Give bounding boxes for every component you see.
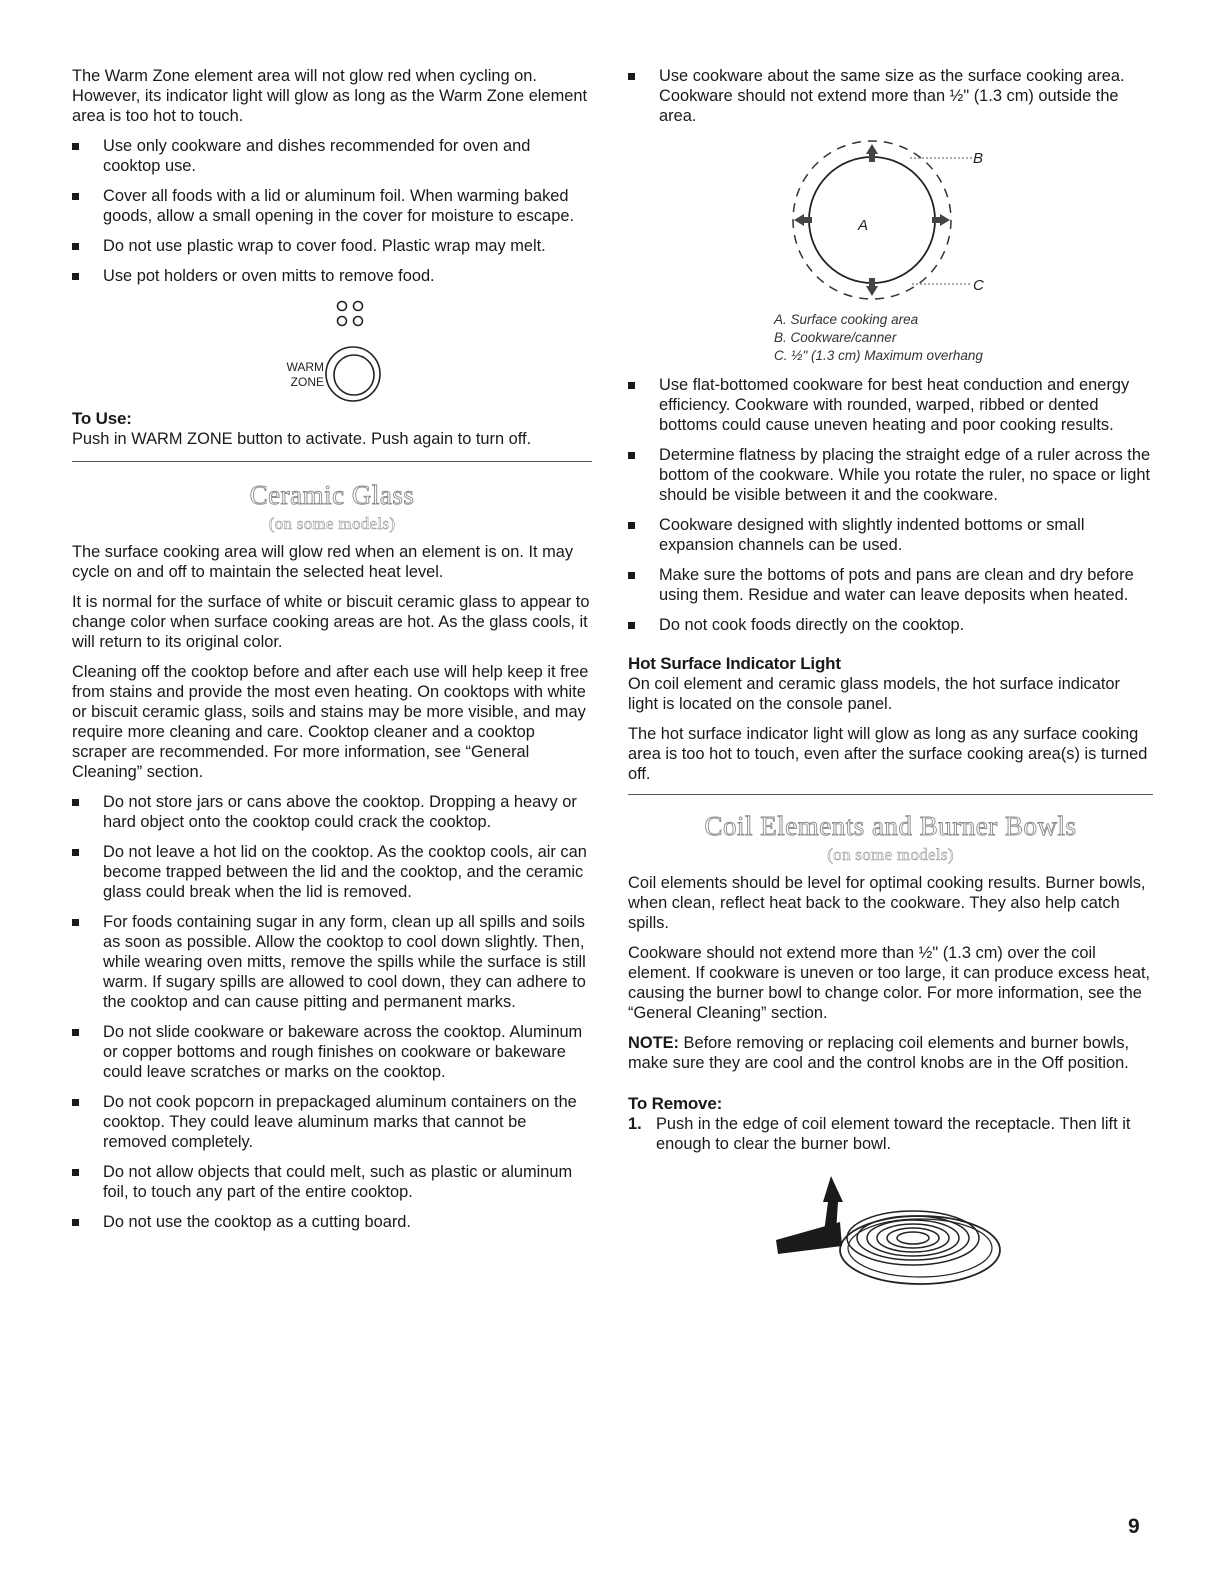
- coil-paragraph: Coil elements should be level for optimal cooking results. Burner bowls, when clean, reflect heat back to the cookware. They also help catch spills.: [628, 874, 1146, 932]
- burner-layout-icon: [338, 302, 363, 326]
- to-use-heading: To Use:: [72, 409, 132, 428]
- note-label: NOTE:: [628, 1034, 679, 1052]
- ceramic-paragraph: It is normal for the surface of white or biscuit ceramic glass to appear to change color when surface cooking areas are hot. As the glass cools, it will return to its original color.: [72, 593, 590, 651]
- warm-zone-button-icon[interactable]: [326, 347, 380, 401]
- diagram-label-b: B: [973, 150, 984, 167]
- warm-zone-intro: The Warm Zone element area will not glow red when cycling on. However, its indicator light will glow as long as the Warm Zone element area is too hot to touch.: [72, 67, 588, 125]
- hot-surface-paragraph: The hot surface indicator light will glow as long as any surface cooking area is too hot to touch, even after the surface cooking area(s) is turned off.: [628, 725, 1148, 783]
- list-item: Make sure the bottoms of pots and pans are clean and dry before using them. Residue and water can leave deposits when heated.: [628, 565, 1153, 605]
- coil-elements-title: Coil Elements and Burner Bowls: [704, 811, 1077, 841]
- warm-zone-label-1: WARM: [286, 360, 324, 374]
- ceramic-paragraph: Cleaning off the cooktop before and after each use will help keep it free from stains and provide the most even heating. On cooktops with white or biscuit ceramic glass, soils and stains may be more visible, and may require more cleaning and care. Cooktop cleaner and a cooktop scraper are recommended. For more information, see “General Cleaning” section.: [72, 663, 589, 781]
- list-item: Use only cookware and dishes recommended for oven and cooktop use.: [72, 136, 592, 176]
- caption-b: B. Cookware/canner: [774, 330, 897, 345]
- right-column: [628, 66, 1153, 1292]
- cookware-bullet-list: [628, 375, 1153, 635]
- ceramic-paragraph: The surface cooking area will glow red when an element is on. It may cycle on and off to maintain the selected heat level.: [72, 543, 574, 581]
- warm-zone-bullet-list: [72, 136, 592, 286]
- diagram-label-c: C: [973, 277, 984, 294]
- diagram-caption: [628, 311, 1153, 365]
- coil-note: [628, 1033, 1153, 1073]
- list-item: [628, 1114, 1153, 1154]
- list-item: Use cookware about the same size as the surface cooking area. Cookware should not extend more than ½" (1.3 cm) outside the area.: [628, 66, 1153, 126]
- list-item: Do not use plastic wrap to cover food. Plastic wrap may melt.: [72, 236, 592, 256]
- list-item: Do not store jars or cans above the cooktop. Dropping a heavy or hard object onto the cooktop could crack the cooktop.: [72, 792, 592, 832]
- cookware-outline: [793, 141, 951, 299]
- surface-cooking-area-circle: [809, 157, 935, 283]
- warm-zone-control-illustration: [72, 296, 592, 406]
- step-number: 1.: [628, 1115, 642, 1133]
- list-item: Do not cook popcorn in prepackaged aluminum containers on the cooktop. They could leave aluminum marks that cannot be removed completely.: [72, 1092, 592, 1152]
- list-item: Do not cook foods directly on the cooktop.: [628, 615, 1153, 635]
- hot-surface-heading: Hot Surface Indicator Light: [628, 654, 841, 673]
- coil-paragraph: Cookware should not extend more than ½" (1.3 cm) over the coil element. If cookware is uneven or too large, it can produce excess heat, causing the burner bowl to change color. For more information, see the “General Cleaning” section.: [628, 944, 1151, 1022]
- list-item: For foods containing sugar in any form, clean up all spills and soils as soon as possible. Allow the cooktop to cool down slightly. Then, while wearing oven mitts, remove the spills while the surface is still warm. If sugary spills are allowed to cool down, they can adhere to the cooktop and can cause pitting and permanent marks.: [72, 912, 592, 1012]
- ceramic-glass-subtitle: (on some models): [268, 514, 396, 533]
- section-divider: [628, 794, 1153, 795]
- left-column: [72, 66, 592, 1242]
- note-text: Before removing or replacing coil elements and burner bowls, make sure they are cool and the control knobs are in the Off position.: [628, 1034, 1130, 1072]
- hot-surface-paragraph: On coil element and ceramic glass models, the hot surface indicator light is located on the console panel.: [628, 675, 1120, 713]
- page-number: 9: [1128, 1515, 1140, 1538]
- remove-steps-list: [628, 1114, 1153, 1154]
- coil-elements-subtitle: (on some models): [827, 845, 954, 864]
- diagram-label-a: A: [858, 217, 869, 234]
- list-item: Do not slide cookware or bakeware across the cooktop. Aluminum or copper bottoms and rough finishes on cookware or bakeware could leave scratches or marks on the cooktop.: [72, 1022, 592, 1082]
- caption-c: C. ½" (1.3 cm) Maximum overhang: [774, 348, 983, 363]
- list-item: Cookware designed with slightly indented bottoms or small expansion channels can be used.: [628, 515, 1153, 555]
- list-item: Use pot holders or oven mitts to remove food.: [72, 266, 592, 286]
- warm-zone-label-2: ZONE: [290, 375, 324, 389]
- cookware-size-bullet-list: [628, 66, 1153, 126]
- ceramic-bullet-list: [72, 792, 592, 1232]
- list-item: Do not use the cooktop as a cutting board.: [72, 1212, 592, 1232]
- overhang-arrow-icon: [794, 144, 950, 296]
- to-remove-heading: To Remove:: [628, 1094, 723, 1113]
- caption-a: A. Surface cooking area: [774, 312, 919, 327]
- list-item: Determine flatness by placing the straight edge of a ruler across the bottom of the cookware. While you rotate the ruler, no space or light should be visible between it and the cookware.: [628, 445, 1153, 505]
- step-text: Push in the edge of coil element toward the receptacle. Then lift it enough to clear the burner bowl.: [656, 1115, 1131, 1153]
- list-item: Cover all foods with a lid or aluminum foil. When warming baked goods, allow a small opening in the cover for moisture to escape.: [72, 186, 592, 226]
- ceramic-glass-title: Ceramic Glass: [249, 480, 415, 510]
- list-item: Do not allow objects that could melt, such as plastic or aluminum foil, to touch any part of the entire cooktop.: [72, 1162, 592, 1202]
- list-item: Use flat-bottomed cookware for best heat conduction and energy efficiency. Cookware with rounded, warped, ribbed or dented bottoms could cause uneven heating and poor cooking results.: [628, 375, 1153, 435]
- list-item: Do not leave a hot lid on the cooktop. As the cooktop cools, air can become trapped between the lid and the cooktop, and the ceramic glass could break when the lid is removed.: [72, 842, 592, 902]
- section-divider: [72, 461, 592, 462]
- coil-element-removal-illustration: [628, 1162, 1153, 1292]
- cookware-overhang-diagram: [628, 132, 1153, 307]
- burner-bowl-icon: [840, 1216, 1000, 1284]
- to-use-text: Push in WARM ZONE button to activate. Push again to turn off.: [72, 430, 532, 448]
